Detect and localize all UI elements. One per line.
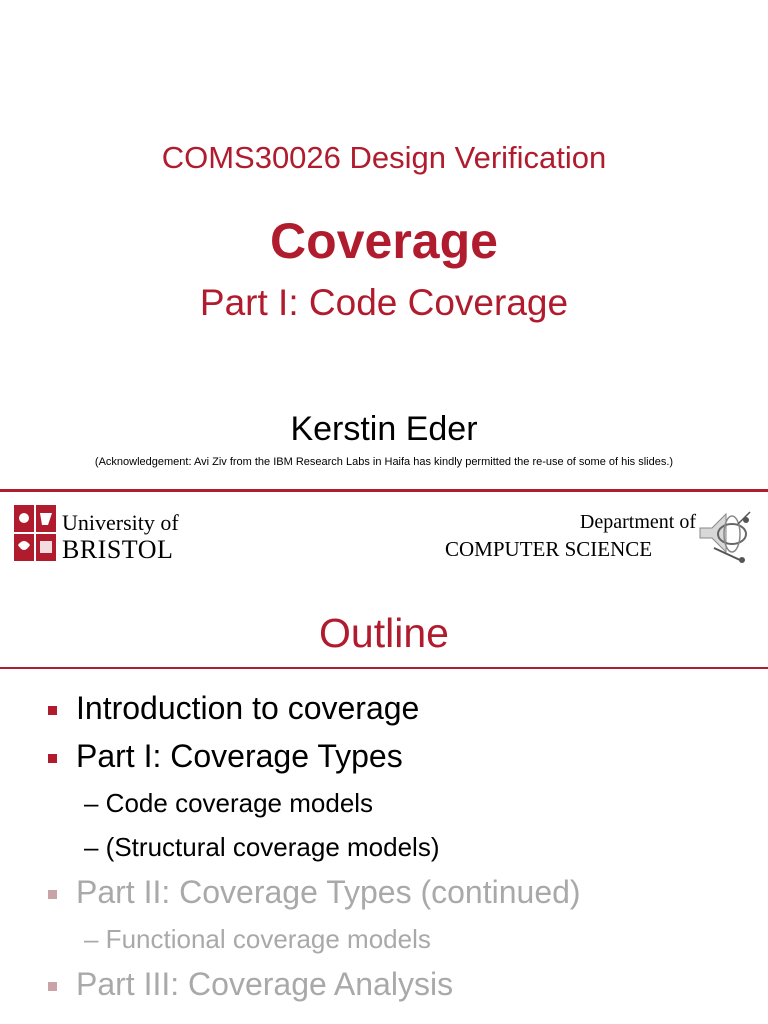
slide-title: Coverage: [270, 213, 498, 269]
divider-top: [0, 489, 768, 492]
department-name-line1: Department of: [579, 511, 696, 533]
university-name-line2: BRISTOL: [62, 535, 174, 564]
bullet-square-icon: [48, 982, 57, 991]
author-name: Kerstin Eder: [290, 410, 478, 448]
list-item: – (Structural coverage models): [84, 832, 440, 862]
bullet-square-icon: [48, 706, 57, 715]
bristol-crest-icon: [14, 505, 58, 563]
list-item: – Functional coverage models: [84, 924, 431, 954]
slide-subtitle: Part I: Code Coverage: [199, 282, 569, 323]
outline-heading: Outline: [319, 610, 449, 656]
course-title: COMS30026 Design Verification: [161, 140, 607, 175]
acknowledgement-text: (Acknowledgement: Avi Ziv from the IBM Research Labs in Haifa has kindly permitted the re-use of some of his slides.): [94, 456, 674, 468]
title-slide: [0, 0, 768, 488]
divider-outline: [0, 667, 768, 669]
university-name-line1: University of: [62, 510, 179, 535]
bullet-square-icon: [48, 754, 57, 763]
department-logo-icon: [692, 502, 756, 566]
bullet-square-icon: [48, 890, 57, 899]
list-item: – Code coverage models: [84, 788, 374, 818]
department-name-line2: COMPUTER SCIENCE: [445, 537, 653, 561]
